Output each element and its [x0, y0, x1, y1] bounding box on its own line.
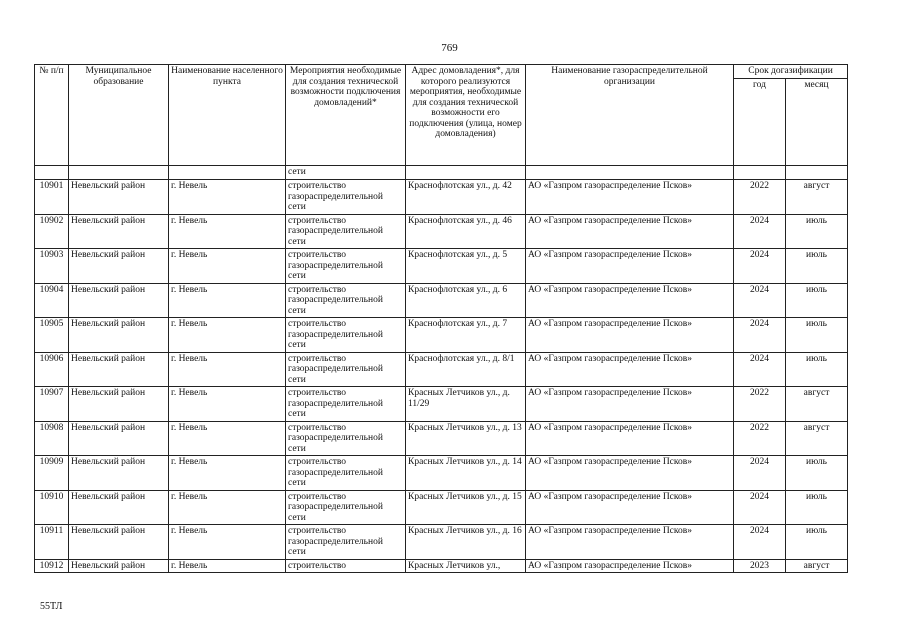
cell-year: 2022: [734, 387, 786, 422]
cell-number: 10905: [35, 318, 69, 353]
cell-organization: АО «Газпром газораспределение Псков»: [526, 249, 734, 284]
cell-address: Краснофлотская ул., д. 5: [406, 249, 526, 284]
table-row: [35, 214, 848, 249]
cell-address: Красных Летчиков ул.,: [406, 559, 526, 573]
cell-empty: [526, 166, 734, 180]
table-row: [35, 387, 848, 422]
table-row: [35, 180, 848, 215]
header-year: год: [734, 78, 786, 166]
cell-municipality: Невельский район: [69, 525, 169, 560]
cell-measures: строительство газораспределительной сети: [286, 421, 406, 456]
header-municipality: Муниципальное образование: [69, 65, 169, 166]
cell-municipality: Невельский район: [69, 559, 169, 573]
header-row-top: [35, 65, 848, 79]
cell-year: 2024: [734, 214, 786, 249]
header-organization: Наименование газораспределительной организации: [526, 65, 734, 166]
cell-settlement: г. Невель: [169, 180, 286, 215]
cell-empty: [69, 166, 169, 180]
table-row: [35, 421, 848, 456]
cell-settlement: г. Невель: [169, 318, 286, 353]
cell-municipality: Невельский район: [69, 283, 169, 318]
cell-number: 10909: [35, 456, 69, 491]
cell-municipality: Невельский район: [69, 352, 169, 387]
cell-empty: [786, 166, 848, 180]
continuation-row: [35, 166, 848, 180]
cell-year: 2024: [734, 283, 786, 318]
table-row: [35, 318, 848, 353]
header-month: месяц: [786, 78, 848, 166]
gasification-table: [34, 64, 848, 573]
cell-municipality: Невельский район: [69, 421, 169, 456]
cell-organization: АО «Газпром газораспределение Псков»: [526, 456, 734, 491]
table-row: [35, 559, 848, 573]
cell-settlement: г. Невель: [169, 352, 286, 387]
cell-number: 10908: [35, 421, 69, 456]
cell-year: 2024: [734, 249, 786, 284]
table-row: [35, 525, 848, 560]
cell-number: 10902: [35, 214, 69, 249]
cell-empty: [35, 166, 69, 180]
cell-address: Краснофлотская ул., д. 42: [406, 180, 526, 215]
cell-measures: строительство: [286, 559, 406, 573]
cell-municipality: Невельский район: [69, 214, 169, 249]
cell-measures: строительство газораспределительной сети: [286, 490, 406, 525]
cell-number: 10906: [35, 352, 69, 387]
table-row: [35, 490, 848, 525]
cell-empty: [734, 166, 786, 180]
cell-measures: строительство газораспределительной сети: [286, 456, 406, 491]
cell-month: август: [786, 559, 848, 573]
cell-address: Красных Летчиков ул., д. 16: [406, 525, 526, 560]
cell-number: 10910: [35, 490, 69, 525]
cell-number: 10907: [35, 387, 69, 422]
table-row: [35, 283, 848, 318]
cell-month: август: [786, 421, 848, 456]
cell-month: июль: [786, 352, 848, 387]
cell-month: август: [786, 180, 848, 215]
cell-municipality: Невельский район: [69, 387, 169, 422]
cell-year: 2022: [734, 421, 786, 456]
cell-year: 2024: [734, 352, 786, 387]
cell-measures: строительство газораспределительной сети: [286, 283, 406, 318]
header-address: Адрес домовладения*, для которого реализуются мероприятия, необходимые для создания технической возможности его подключения (улица, номер домовладения): [406, 65, 526, 166]
cell-municipality: Невельский район: [69, 456, 169, 491]
cell-organization: АО «Газпром газораспределение Псков»: [526, 283, 734, 318]
cell-organization: АО «Газпром газораспределение Псков»: [526, 180, 734, 215]
cell-month: июль: [786, 214, 848, 249]
header-settlement: Наименование населенного пункта: [169, 65, 286, 166]
cell-municipality: Невельский район: [69, 180, 169, 215]
header-term: Срок догазификации: [734, 65, 848, 79]
cell-year: 2022: [734, 180, 786, 215]
cell-organization: АО «Газпром газораспределение Псков»: [526, 421, 734, 456]
cell-settlement: г. Невель: [169, 456, 286, 491]
cell-organization: АО «Газпром газораспределение Псков»: [526, 318, 734, 353]
cell-settlement: г. Невель: [169, 525, 286, 560]
cell-address: Краснофлотская ул., д. 46: [406, 214, 526, 249]
cell-month: июль: [786, 283, 848, 318]
cell-year: 2023: [734, 559, 786, 573]
cell-address: Красных Летчиков ул., д. 15: [406, 490, 526, 525]
cell-month: июль: [786, 249, 848, 284]
cell-settlement: г. Невель: [169, 387, 286, 422]
cell-measures: строительство газораспределительной сети: [286, 180, 406, 215]
cell-organization: АО «Газпром газораспределение Псков»: [526, 352, 734, 387]
cell-settlement: г. Невель: [169, 283, 286, 318]
cell-month: июль: [786, 456, 848, 491]
cell-empty: [169, 166, 286, 180]
cell-settlement: г. Невель: [169, 249, 286, 284]
cell-settlement: г. Невель: [169, 214, 286, 249]
cell-address: Красных Летчиков ул., д. 13: [406, 421, 526, 456]
cell-empty: [406, 166, 526, 180]
cell-number: 10901: [35, 180, 69, 215]
cell-organization: АО «Газпром газораспределение Псков»: [526, 525, 734, 560]
page-number: 769: [441, 42, 458, 54]
table-row: [35, 352, 848, 387]
cell-settlement: г. Невель: [169, 490, 286, 525]
cell-measures: строительство газораспределительной сети: [286, 214, 406, 249]
cell-measures: строительство газораспределительной сети: [286, 525, 406, 560]
cell-municipality: Невельский район: [69, 318, 169, 353]
cell-year: 2024: [734, 490, 786, 525]
cell-number: 10911: [35, 525, 69, 560]
cell-address: Краснофлотская ул., д. 6: [406, 283, 526, 318]
cell-measures: строительство газораспределительной сети: [286, 387, 406, 422]
header-measures: Мероприятия необходимые для создания технической возможности подключения домовладений*: [286, 65, 406, 166]
cell-address: Красных Летчиков ул., д. 11/29: [406, 387, 526, 422]
cell-month: август: [786, 387, 848, 422]
cell-settlement: г. Невель: [169, 421, 286, 456]
table-row: [35, 249, 848, 284]
cell-municipality: Невельский район: [69, 249, 169, 284]
cell-number: 10904: [35, 283, 69, 318]
cell-measures: строительство газораспределительной сети: [286, 318, 406, 353]
cell-address: Красных Летчиков ул., д. 14: [406, 456, 526, 491]
cell-measures: строительство газораспределительной сети: [286, 352, 406, 387]
cell-address: Краснофлотская ул., д. 8/1: [406, 352, 526, 387]
header-num: № п/п: [35, 65, 69, 166]
cell-address: Краснофлотская ул., д. 7: [406, 318, 526, 353]
cell-month: июль: [786, 490, 848, 525]
cell-organization: АО «Газпром газораспределение Псков»: [526, 214, 734, 249]
continuation-text: сети: [286, 166, 406, 180]
cell-month: июль: [786, 525, 848, 560]
table-row: [35, 456, 848, 491]
cell-year: 2024: [734, 318, 786, 353]
cell-settlement: г. Невель: [169, 559, 286, 573]
footer-code: 55ТЛ: [40, 601, 63, 612]
cell-organization: АО «Газпром газораспределение Псков»: [526, 387, 734, 422]
cell-organization: АО «Газпром газораспределение Псков»: [526, 559, 734, 573]
cell-measures: строительство газораспределительной сети: [286, 249, 406, 284]
cell-organization: АО «Газпром газораспределение Псков»: [526, 490, 734, 525]
cell-number: 10903: [35, 249, 69, 284]
cell-year: 2024: [734, 525, 786, 560]
cell-municipality: Невельский район: [69, 490, 169, 525]
cell-month: июль: [786, 318, 848, 353]
cell-number: 10912: [35, 559, 69, 573]
cell-year: 2024: [734, 456, 786, 491]
